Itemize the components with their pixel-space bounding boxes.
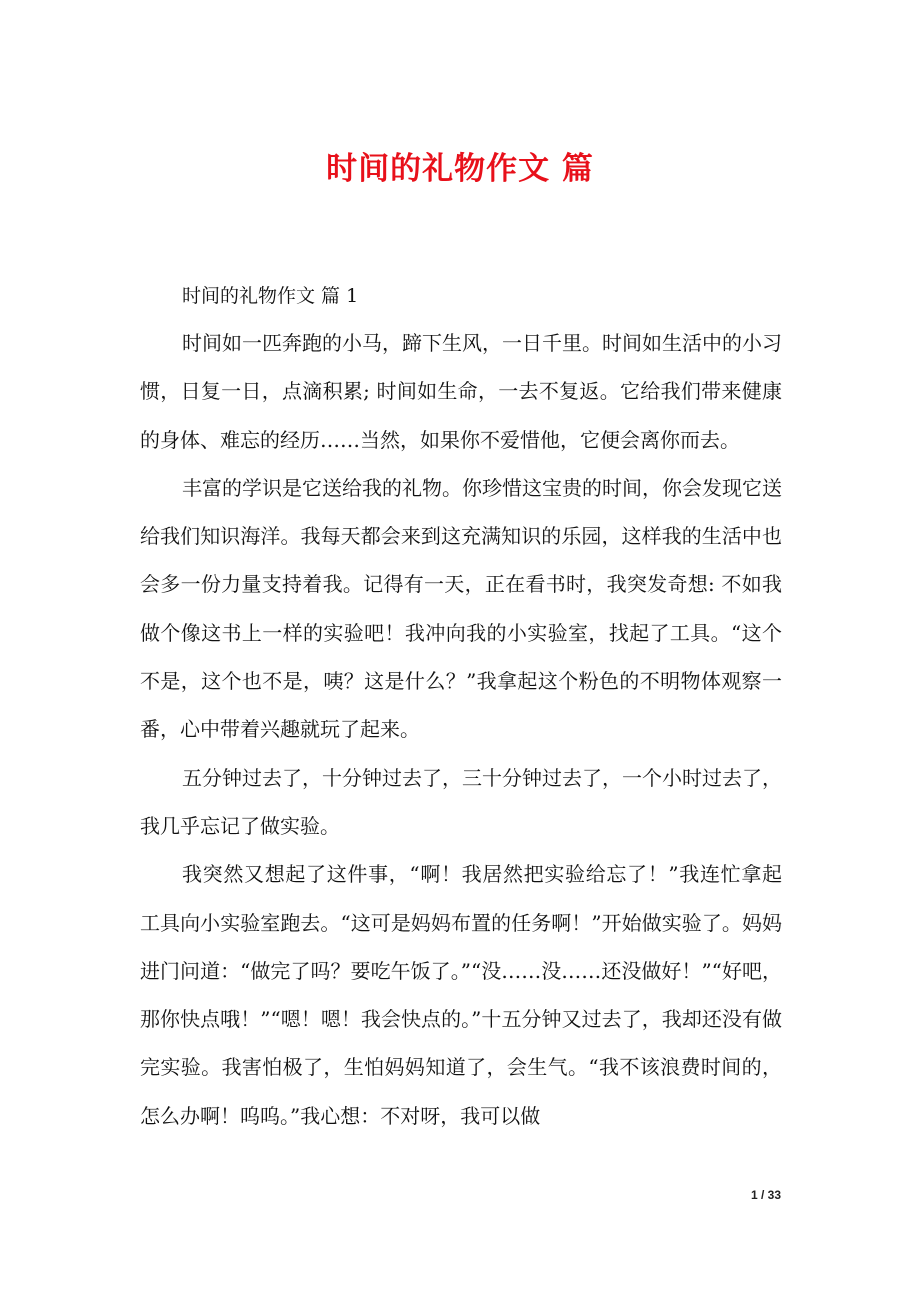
paragraph: 我突然又想起了这件事，“啊！我居然把实验给忘了！”我连忙拿起工具向小实验室跑去。“这可是妈妈布置的任务啊！”开始做实验了。妈妈进门问道：“做完了吗？要吃午饭了。”“没……没……还没做好！”“好吧，那你快点哦！”“嗯！嗯！我会快点的。”十五分钟又过去了，我却还没有做完实验。我害怕极了，生怕妈妈知道了，会生气。“我不该浪费时间的，怎么办啊！呜呜。”我心想：不对呀，我可以做 bbox=[140, 862, 782, 1128]
section-heading: 时间的礼物作文 篇 1 bbox=[182, 285, 359, 307]
document-body bbox=[140, 319, 782, 1140]
paragraph: 丰富的学识是它送给我的礼物。你珍惜这宝贵的时间，你会发现它送给我们知识海洋。我每天都会来到这充满知识的乐园，这样我的生活中也会多一份力量支持着我。记得有一天，正在看书时，我突发奇想: 不如我做个像这书上一样的实验吧！我冲向我的小实验室，找起了工具。“这个不是，这个也不是，咦？这是什么？”我拿起这个粉色的不明物体观察一番，心中带着兴趣就玩了起来。 bbox=[140, 475, 782, 742]
paragraph: 五分钟过去了，十分钟过去了，三十分钟过去了，一个小时过去了，我几乎忘记了做实验。 bbox=[140, 765, 782, 838]
paragraph: 时间如一匹奔跑的小马，蹄下生风，一日千里。时间如生活中的小习惯，日复一日，点滴积累; 时间如生命，一去不复返。它给我们带来健康的身体、难忘的经历……当然，如果你不爱惜他，它便会离你而去。 bbox=[140, 331, 782, 452]
document-title: 时间的礼物作文 篇 bbox=[326, 151, 594, 187]
page-number: 1 / 33 bbox=[750, 1188, 781, 1202]
